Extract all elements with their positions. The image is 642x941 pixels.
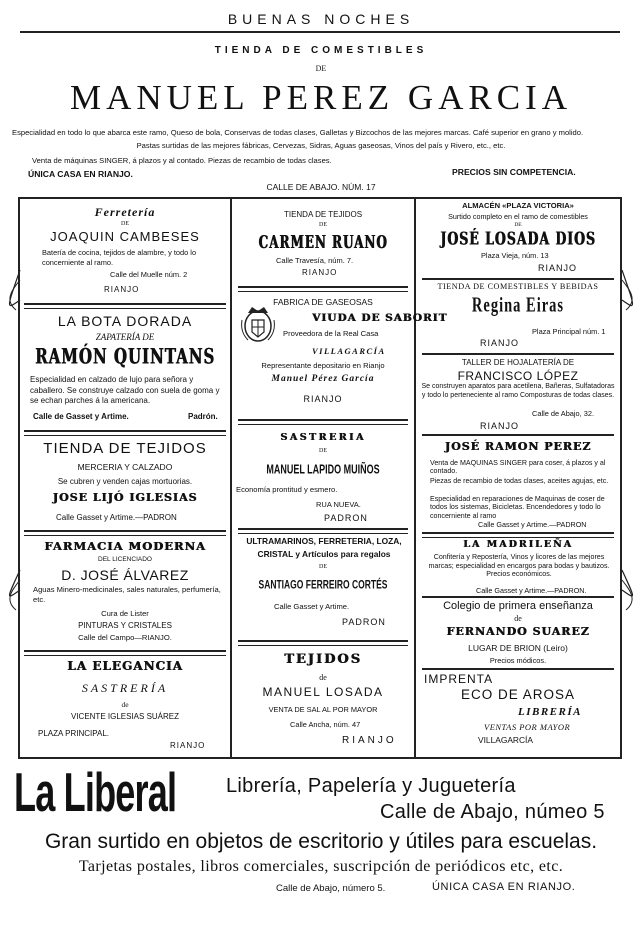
almacen-name-wrap [416,226,620,252]
ultramarinos-title: ULTRAMARINOS, FERRETERIA, LOZA, CRISTAL y Artículos para regalos [246,536,402,559]
bota-addr: Calle de Gasset y Artime. [33,412,129,421]
hojalateria-title: TALLER DE HOJALATERÍA DE [461,358,575,367]
divider [422,668,614,670]
column-divider-2 [414,197,416,757]
losada-title: TEJIDOS [284,652,362,667]
ultramarinos-de: DE [319,564,327,570]
hojalateria-name: FRANCISCO LÓPEZ [457,369,579,383]
hojalateria-town: RIANJO [480,421,520,431]
ramon-desc2: Piezas de recambio de todas clases, aceites agujas, etc. [430,477,609,485]
sastreria-desc: Economía prontitud y esmero. [236,485,338,494]
almacen-town: RIANJO [538,263,578,273]
hojalateria-desc: Se construyen aparatos para acetilena, Bañeras, Sulfatadoras y todo lo perteneciente al ramo Composturas de todas clases. [421,383,615,399]
almacen-addr: Plaza Vieja, núm. 13 [481,251,549,260]
madrilena-addr: Calle Gasset y Artime.—PADRON. [476,586,587,595]
farmacia-cura: Cura de Lister [101,609,149,618]
imprenta-name: ECO DE AROSA [460,687,576,702]
regina-name-wrap [416,293,620,323]
tejidos-title: TIENDA DE TEJIDOS [43,440,207,457]
tejidos-sub: MERCERIA Y CALZADO [77,462,173,472]
ruano-title: TIENDA DE TEJIDOS [283,210,363,219]
ultramarinos-name-wrap [232,572,414,594]
footer-unica: ÚNICA CASA EN RIANJO. [432,881,576,893]
footer-line-2: Calle de Abajo, númeo 5 [380,801,605,823]
farmacia-title: FARMACIA MODERNA [44,539,206,553]
header-line-3: Venta de máquinas SINGER, á plazos y al contado. Piezas de recambio de todas clases. [32,156,332,165]
losada-desc: VENTA DE SAL AL POR MAYOR [268,705,378,714]
colegio-place: LUGAR DE BRION (Leiro) [468,643,568,653]
divider [422,353,614,355]
colegio-title: Colegio de primera enseñanza [443,600,593,612]
farmacia-title-wrap [20,537,230,553]
gaseosas-title: FABRICA DE GASEOSAS [273,297,373,307]
top-border [18,197,622,199]
regina-name: Regina Eiras [471,294,565,318]
regina-title: TIENDA DE COMESTIBLES Y BEBIDAS [437,282,599,291]
ruano-addr: Calle Travesía, núm. 7. [276,256,354,265]
tejidos-name-wrap [20,488,230,506]
gaseosas-name: VIUDA DE SABORIT [312,312,448,324]
hojalateria-addr: Calle de Abajo, 32. [532,409,595,418]
footer-line-1: Librería, Papelería y Juguetería [226,775,516,797]
imprenta-ventas: VENTAS POR MAYOR [484,722,571,732]
colegio-precios: Precios módicos. [489,656,547,665]
gaseosas-town2: RIANJO [303,394,343,404]
ferreteria-de: DE [121,221,129,227]
losada-addr: Calle Ancha, núm. 47 [290,720,361,729]
sastreria-title: SASTRERIA [280,432,366,443]
almacen-title: ALMACÉN «PLAZA VICTORIA» [462,201,574,210]
elegancia-name: VICENTE IGLESIAS SUÁREZ [70,712,180,721]
footer-addr: Calle de Abajo, número 5. [276,883,386,894]
bota-desc: Especialidad en calzado de lujo para señora y caballero. Se construye calzado con suela de goma y se echan parches á la americana. [30,375,220,405]
divider [238,419,408,425]
elegancia-sub: SASTRERÍA [81,681,169,695]
header-line-2: Pastas surtidas de las mejores fábricas, Cervezas, Sidras, Aguas gaseosas, Vinos del país y Rivero, etc., etc. [136,141,506,150]
ferreteria-name: JOAQUIN CAMBESES [50,229,200,244]
sastreria-town: PADRON [324,513,368,523]
regina-town: RIANJO [480,338,520,348]
divider [238,286,408,292]
ruano-name: CARMEN RUANO [258,232,388,253]
ferreteria-town: RIANJO [104,285,140,294]
de-label: DE [315,64,327,73]
ramon-desc3: Especialidad en reparaciones de Maquinas de coser de todos los sistemas, Bicicletas. Encendedores y todo lo concerniente al ramo [430,495,605,520]
left-ornament [2,270,22,730]
divider [24,650,226,656]
almacen-desc: Surtido completo en el ramo de comestibles [448,212,588,221]
farmacia-addr: Calle del Campo—RIANJO. [78,633,172,642]
gaseosas-rep: Representante depositario en Rianjo [261,361,385,370]
divider [238,528,408,534]
ferreteria-addr: Calle del Muelle núm. 2 [110,270,188,279]
losada-name: MANUEL LOSADA [262,685,384,699]
elegancia-addr: PLAZA PRINCIPAL. [38,729,109,738]
newspaper-title: BUENAS NOCHES [227,11,415,27]
losada-town: RIANJO [342,735,397,746]
imprenta-town: VILLAGARCÍA [478,735,533,745]
store-type: TIENDA DE COMESTIBLES [214,45,428,56]
gaseosas-repname: Manuel Pérez García [271,374,375,384]
bota-sub: ZAPATERÍA DE [95,332,155,342]
colegio-name: FERNANDO SUAREZ [446,625,590,638]
ramon-desc1: Venta de MAQUINAS SINGER para coser, á plazos y al contado. [430,459,606,476]
ruano-town: RIANJO [302,268,338,277]
unica-casa: ÚNICA CASA EN RIANJO. [28,169,133,179]
divider [422,434,614,436]
footer-brand: La Liberal [14,762,177,824]
right-ornament [620,270,640,730]
almacen-name: JOSÉ LOSADA DIOS [440,227,596,249]
bottom-border [18,757,622,759]
ramon-name: JOSÉ RAMON PEREZ [444,440,592,453]
tejidos-addr: Calle Gasset y Artime.—PADRON [56,513,177,522]
ferreteria-title: Ferretería [94,205,156,219]
header-address: CALLE DE ABAJO. NÚM. 17 [266,182,376,192]
sastreria-name-wrap [232,457,414,479]
elegancia-town: RIANJO [170,741,206,750]
gaseosas-town: VILLAGARCÍA [312,346,386,356]
tejidos-desc: Se cubren y venden cajas mortuorias. [57,477,193,486]
ferreteria-desc: Batería de cocina, tejidos de alambre, y todo lo concerniente al ramo. [42,248,197,267]
elegancia-title-wrap [20,657,230,675]
gaseosas-prov: Proveedora de la Real Casa [283,329,379,338]
divider [422,596,614,598]
madrilena-title: LA MADRILEÑA [463,539,573,550]
bota-title: LA BOTA DORADA [57,313,193,329]
divider [24,303,226,309]
footer-brand-wrap [14,762,212,832]
farmacia-sub: DEL LICENCIADO [98,556,152,563]
header-line-1: Especialidad en todo lo que abarca este ramo, Queso de bola, Conservas de todas clases, Galletas y Bizcochos de las mejores marcas. Café superior en grano y molido. [12,128,584,137]
ultramarinos-name: SANTIAGO FERREIRO CORTÉS [258,577,388,592]
divider [422,532,614,538]
ultramarinos-addr: Calle Gasset y Artime. [274,602,350,611]
royal-crest-icon [238,304,278,344]
ultramarinos-town: PADRON [342,617,386,627]
divider [24,430,226,436]
sastreria-addr: RUA NUEVA. [316,500,361,509]
ramon-addr: Calle Gasset y Artime.—PADRON [478,520,587,529]
divider [422,278,614,280]
sastreria-name: MANUEL LAPIDO MUIÑOS [266,462,380,477]
elegancia-de: de [121,700,129,709]
regina-addr: Plaza Principal núm. 1 [532,327,606,336]
owner-name: MANUEL PEREZ GARCIA [69,78,573,117]
divider [238,640,408,646]
losada-de: de [319,673,327,682]
imprenta-title: IMPRENTA [424,672,494,686]
farmacia-pinturas: PINTURAS Y CRISTALES [78,621,172,630]
header-rule [20,31,620,33]
madrilena-desc: Confitería y Repostería, Vinos y licores de las mejores marcas; especialidad en encargos para bodas y bautizos. Precios económicos. [428,553,610,579]
divider [24,530,226,536]
sastreria-de: DE [319,448,327,454]
bota-name: RAMÓN QUINTANS [34,343,216,370]
farmacia-desc: Aguas Minero-medicinales, sales naturales, perfumería, etc. [33,585,221,604]
bota-name-wrap [20,343,230,369]
bota-town: Padrón. [188,412,218,421]
colegio-de: de [514,614,522,623]
farmacia-name: D. JOSÉ ÁLVAREZ [61,567,189,583]
precios-sin-competencia: PRECIOS SIN COMPETENCIA. [452,167,576,177]
ruano-de: DE [319,222,327,228]
almacen-de: DE [514,222,522,228]
ruano-name-wrap [232,230,414,254]
footer-line-3: Gran surtido en objetos de escritorio y útiles para escuelas. [44,830,598,853]
elegancia-title: LA ELEGANCIA [67,659,183,673]
imprenta-libreria: LIBRERÍA [518,706,582,718]
tejidos-name: JOSE LIJÓ IGLESIAS [52,491,198,504]
footer-line-4: Tarjetas postales, libros comerciales, suscripción de periódicos etc, etc. [78,858,564,875]
